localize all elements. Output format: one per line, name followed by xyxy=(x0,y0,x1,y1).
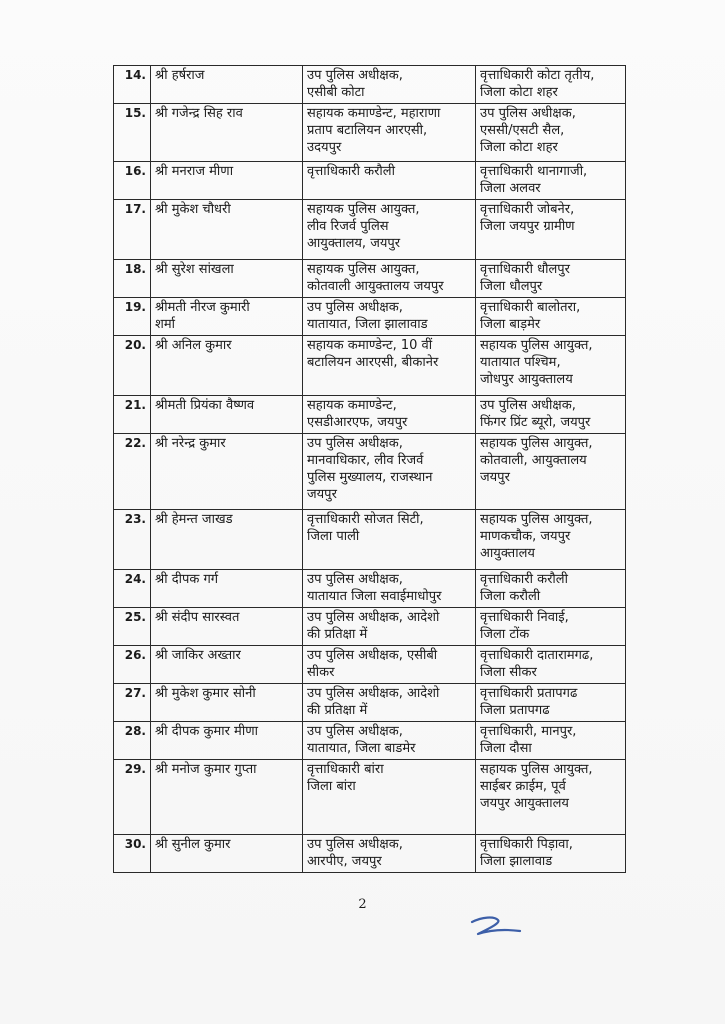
officer-name: श्री गजेन्द्र सिह राव xyxy=(151,104,303,162)
officer-name: श्री जाकिर अख्तार xyxy=(151,646,303,684)
current-posting: सहायक कमाण्डेन्ट, महाराणा प्रताप बटालियन आरएसी, उदयपुर xyxy=(303,104,476,162)
serial-number: 27. xyxy=(114,684,151,722)
serial-number: 20. xyxy=(114,336,151,396)
serial-number: 18. xyxy=(114,260,151,298)
serial-number: 23. xyxy=(114,510,151,570)
serial-number: 19. xyxy=(114,298,151,336)
current-posting: उप पुलिस अधीक्षक, यातायात, जिला बाडमेर xyxy=(303,722,476,760)
new-posting: वृत्ताधिकारी कोटा तृतीय, जिला कोटा शहर xyxy=(476,66,626,104)
officer-name: श्री मनराज मीणा xyxy=(151,162,303,200)
new-posting: सहायक पुलिस आयुक्त, यातायात पश्चिम, जोधपुर आयुक्तालय xyxy=(476,336,626,396)
new-posting: वृत्ताधिकारी प्रतापगढ जिला प्रतापगढ xyxy=(476,684,626,722)
table-row xyxy=(114,104,626,162)
table-row xyxy=(114,760,626,835)
serial-number: 14. xyxy=(114,66,151,104)
new-posting: सहायक पुलिस आयुक्त, माणकचौक, जयपुर आयुक्तालय xyxy=(476,510,626,570)
new-posting: वृत्ताधिकारी बालोतरा, जिला बाड़मेर xyxy=(476,298,626,336)
serial-number: 30. xyxy=(114,835,151,873)
serial-number: 29. xyxy=(114,760,151,835)
current-posting: उप पुलिस अधीक्षक, मानवाधिकार, लीव रिजर्व पुलिस मुख्यालय, राजस्थान जयपुर xyxy=(303,434,476,510)
serial-number: 26. xyxy=(114,646,151,684)
page-number: 2 xyxy=(358,897,367,912)
table-row xyxy=(114,646,626,684)
officer-name: श्री मुकेश चौधरी xyxy=(151,200,303,260)
current-posting: वृत्ताधिकारी करौली xyxy=(303,162,476,200)
table-row xyxy=(114,336,626,396)
new-posting: वृत्ताधिकारी निवाई, जिला टोंक xyxy=(476,608,626,646)
new-posting: उप पुलिस अधीक्षक, एससी/एसटी सैल, जिला कोटा शहर xyxy=(476,104,626,162)
serial-number: 16. xyxy=(114,162,151,200)
table-row xyxy=(114,162,626,200)
table-row xyxy=(114,260,626,298)
table-row xyxy=(114,396,626,434)
table-row xyxy=(114,608,626,646)
table-row xyxy=(114,510,626,570)
current-posting: उप पुलिस अधीक्षक, यातायात, जिला झालावाड xyxy=(303,298,476,336)
officer-name: श्री हर्षराज xyxy=(151,66,303,104)
officer-name: श्री सुरेश सांखला xyxy=(151,260,303,298)
current-posting: वृत्ताधिकारी बांरा जिला बांरा xyxy=(303,760,476,835)
officer-name: श्री मनोज कुमार गुप्ता xyxy=(151,760,303,835)
serial-number: 28. xyxy=(114,722,151,760)
table-row xyxy=(114,66,626,104)
current-posting: उप पुलिस अधीक्षक, आदेशो की प्रतिक्षा में xyxy=(303,608,476,646)
table-row xyxy=(114,684,626,722)
serial-number: 25. xyxy=(114,608,151,646)
table-row xyxy=(114,835,626,873)
new-posting: सहायक पुलिस आयुक्त, कोतवाली, आयुक्तालय जयपुर xyxy=(476,434,626,510)
serial-number: 24. xyxy=(114,570,151,608)
new-posting: वृत्ताधिकारी दातारामगढ, जिला सीकर xyxy=(476,646,626,684)
new-posting: उप पुलिस अधीक्षक, फिंगर प्रिंट ब्यूरो, जयपुर xyxy=(476,396,626,434)
new-posting: वृत्ताधिकारी पिड़ावा, जिला झालावाड xyxy=(476,835,626,873)
serial-number: 21. xyxy=(114,396,151,434)
new-posting: वृत्ताधिकारी जोबनेर, जिला जयपुर ग्रामीण xyxy=(476,200,626,260)
officer-name: श्री अनिल कुमार xyxy=(151,336,303,396)
new-posting: वृत्ताधिकारी थानागाजी, जिला अलवर xyxy=(476,162,626,200)
current-posting: उप पुलिस अधीक्षक, एसीबी सीकर xyxy=(303,646,476,684)
table-row xyxy=(114,298,626,336)
officer-name: श्रीमती नीरज कुमारी शर्मा xyxy=(151,298,303,336)
table-row xyxy=(114,722,626,760)
new-posting: वृत्ताधिकारी, मानपुर, जिला दौसा xyxy=(476,722,626,760)
table-row xyxy=(114,434,626,510)
serial-number: 22. xyxy=(114,434,151,510)
officer-name: श्री दीपक गर्ग xyxy=(151,570,303,608)
officer-name: श्री हेमन्त जाखड xyxy=(151,510,303,570)
new-posting: सहायक पुलिस आयुक्त, साईबर क्राईम, पूर्व जयपुर आयुक्तालय xyxy=(476,760,626,835)
table-row xyxy=(114,570,626,608)
current-posting: उप पुलिस अधीक्षक, आरपीए, जयपुर xyxy=(303,835,476,873)
current-posting: वृत्ताधिकारी सोजत सिटी, जिला पाली xyxy=(303,510,476,570)
transfer-table xyxy=(113,65,626,873)
officer-name: श्रीमती प्रियंका वैष्णव xyxy=(151,396,303,434)
officer-name: श्री मुकेश कुमार सोनी xyxy=(151,684,303,722)
signature-mark xyxy=(468,913,524,939)
current-posting: सहायक कमाण्डेन्ट, एसडीआरएफ, जयपुर xyxy=(303,396,476,434)
new-posting: वृत्ताधिकारी करौली जिला करौली xyxy=(476,570,626,608)
new-posting: वृत्ताधिकारी धौलपुर जिला धौलपुर xyxy=(476,260,626,298)
current-posting: सहायक पुलिस आयुक्त, लीव रिजर्व पुलिस आयुक्तालय, जयपुर xyxy=(303,200,476,260)
current-posting: उप पुलिस अधीक्षक, एसीबी कोटा xyxy=(303,66,476,104)
current-posting: उप पुलिस अधीक्षक, आदेशो की प्रतिक्षा में xyxy=(303,684,476,722)
officer-name: श्री दीपक कुमार मीणा xyxy=(151,722,303,760)
serial-number: 15. xyxy=(114,104,151,162)
officer-name: श्री संदीप सारस्वत xyxy=(151,608,303,646)
officer-name: श्री नरेन्द्र कुमार xyxy=(151,434,303,510)
officer-name: श्री सुनील कुमार xyxy=(151,835,303,873)
current-posting: सहायक पुलिस आयुक्त, कोतवाली आयुक्तालय जयपुर xyxy=(303,260,476,298)
current-posting: उप पुलिस अधीक्षक, यातायात जिला सवाईमाधोपुर xyxy=(303,570,476,608)
current-posting: सहायक कमाण्डेन्ट, 10 वीं बटालियन आरएसी, बीकानेर xyxy=(303,336,476,396)
table-row xyxy=(114,200,626,260)
serial-number: 17. xyxy=(114,200,151,260)
